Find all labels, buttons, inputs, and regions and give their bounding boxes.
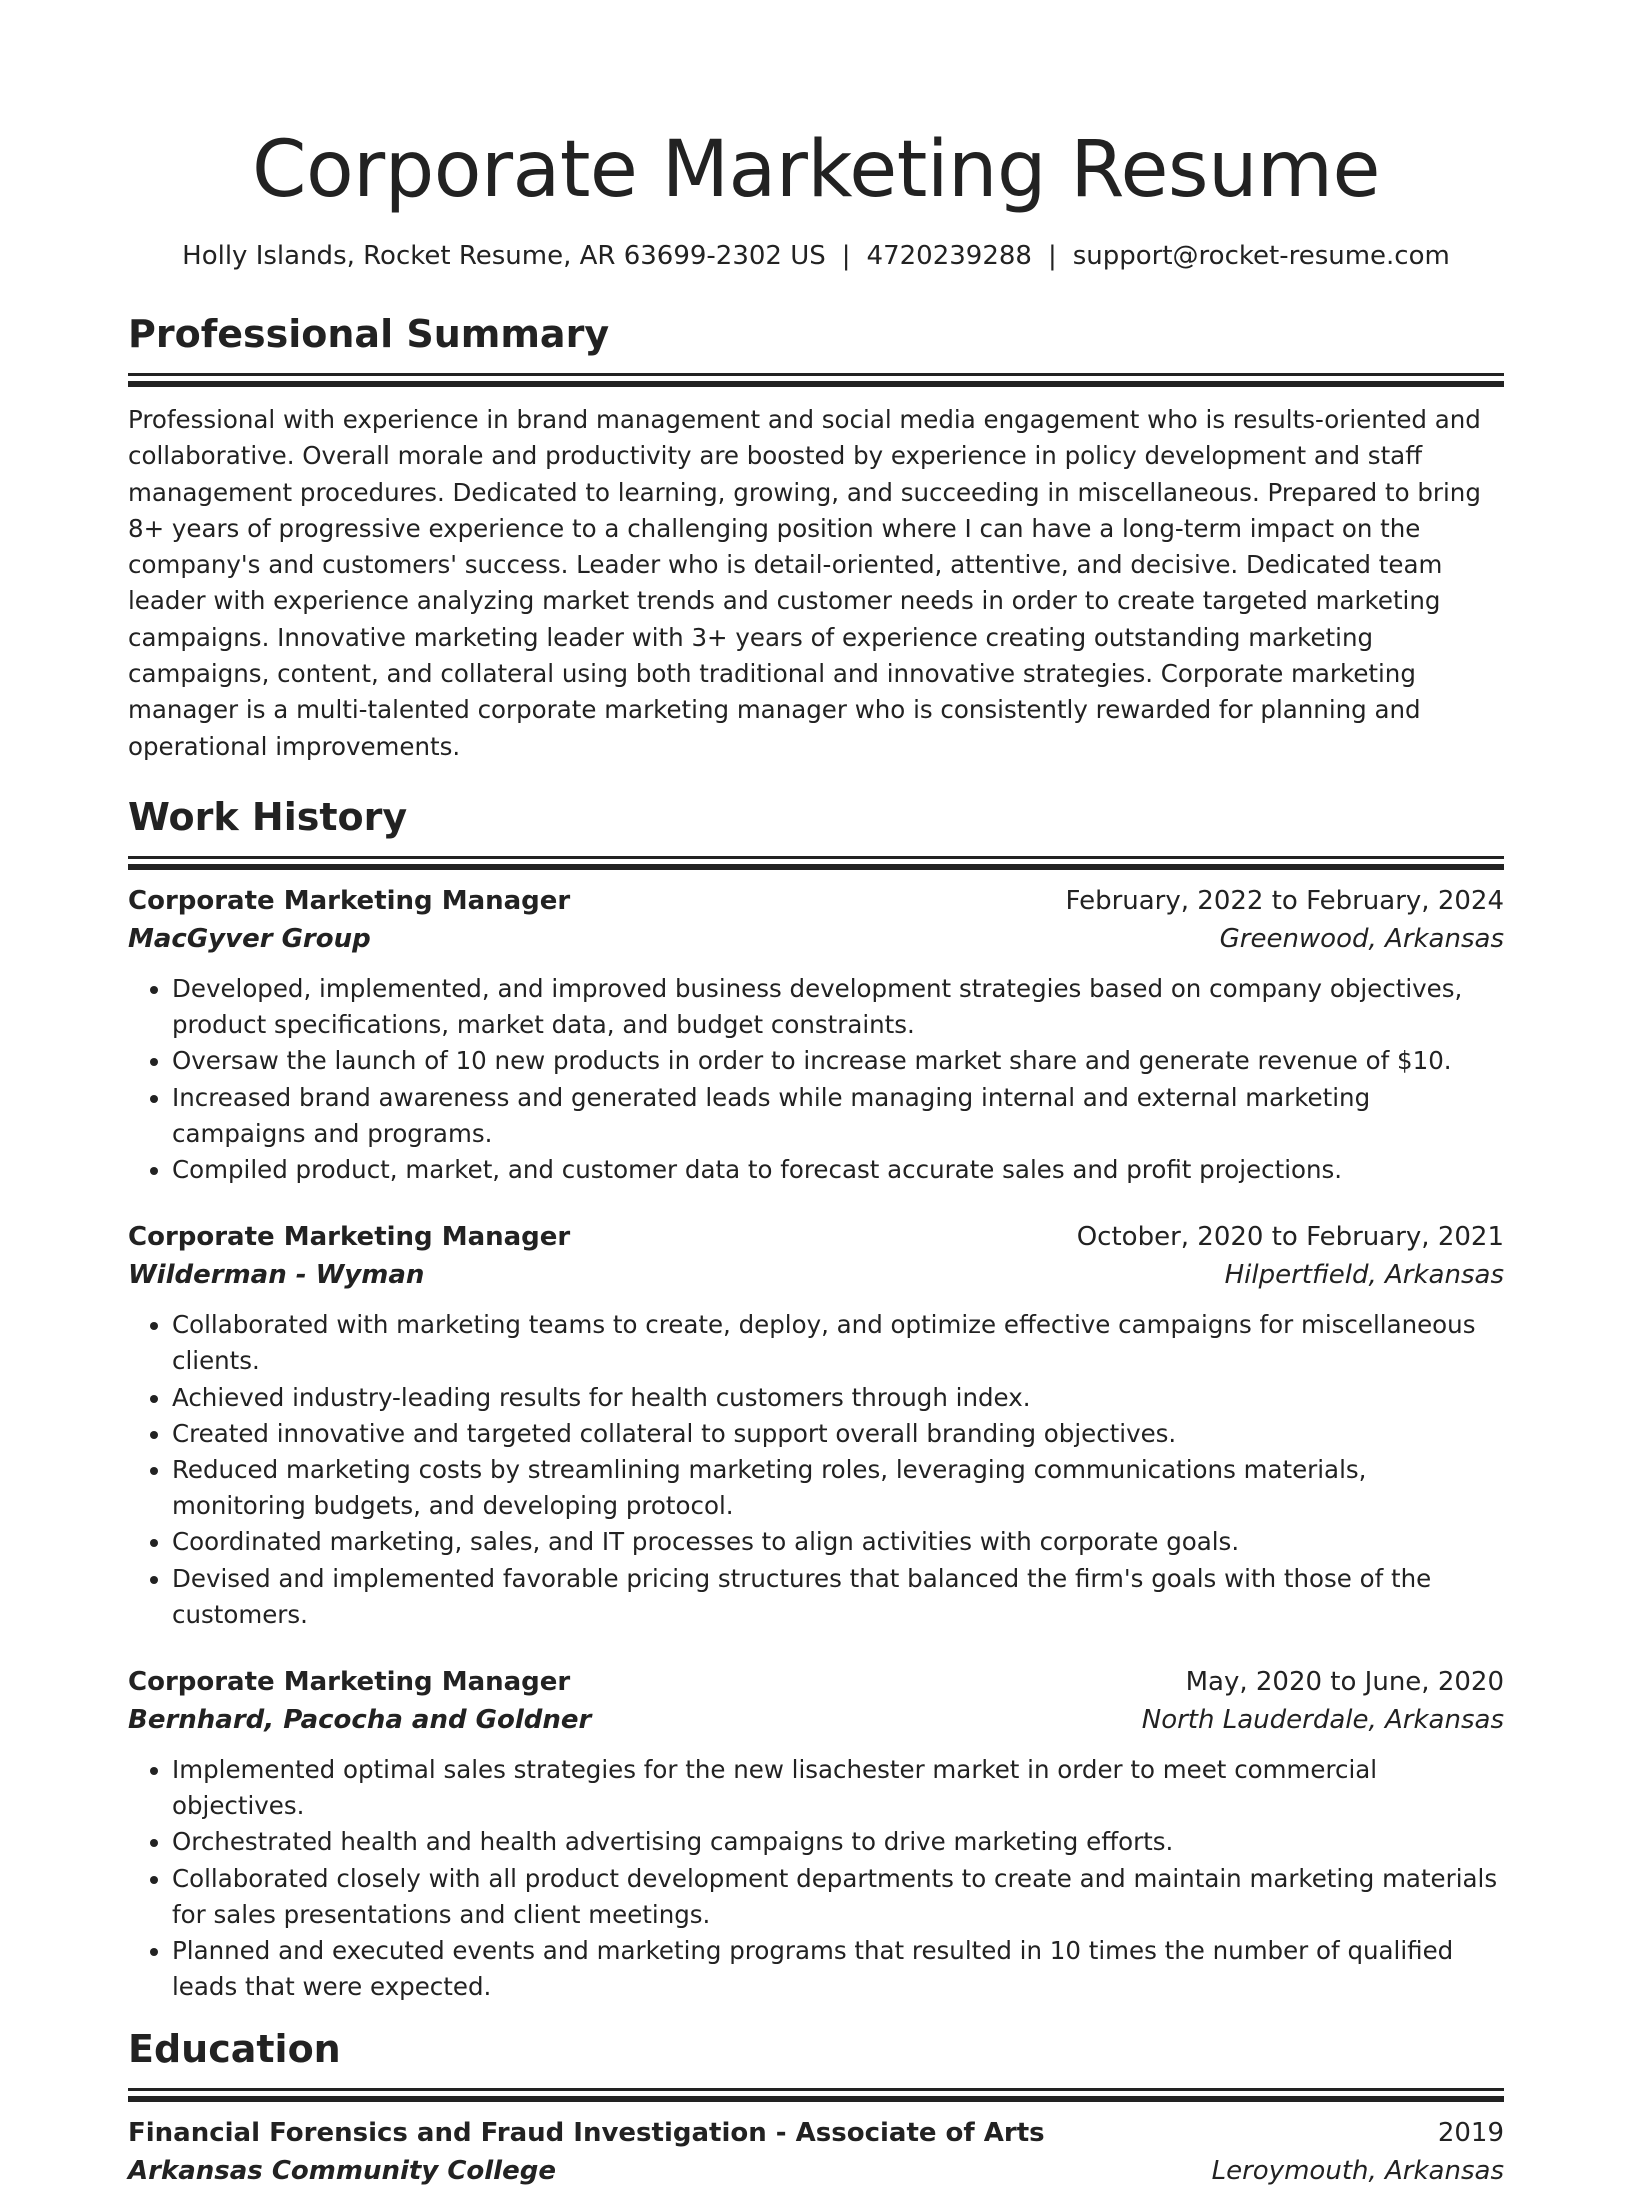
work-history-section xyxy=(128,793,1504,2005)
job-dates: May, 2020 to June, 2020 xyxy=(1185,1667,1504,1698)
education-section xyxy=(128,2025,1504,2190)
job-bullet: • Oversaw the launch of 10 new products in order to increase market share and generate revenue of $10. xyxy=(172,1043,1504,1079)
job-header-row xyxy=(128,1663,1504,1701)
job-location: Hilpertfield, Arkansas xyxy=(1224,1260,1504,1291)
degree-name: Financial Forensics and Fraud Investigation - Associate of Arts xyxy=(128,2118,1045,2149)
job-bullet-list xyxy=(128,1307,1504,1633)
job-dates: October, 2020 to February, 2021 xyxy=(1076,1222,1504,1253)
job-location: North Lauderdale, Arkansas xyxy=(1141,1705,1504,1736)
job-title: Corporate Marketing Manager xyxy=(128,1667,571,1698)
job-bullet: • Orchestrated health and health advertising campaigns to drive marketing efforts. xyxy=(172,1824,1504,1860)
summary-text: Professional with experience in brand management and social media engagement who is results-oriented and collaborative. Overall morale and productivity are boosted by experience in policy development and staff management procedures. Dedicated to learning, growing, and succeeding in miscellaneous. Prepared to bring 8+ years of progressive experience to a challenging position where I can have a long-term impact on the company's and customers' success. Leader who is detail-oriented, attentive, and decisive. Dedicated team leader with experience analyzing market trends and customer needs in order to create targeted marketing campaigns. Innovative marketing leader with 3+ years of experience creating outstanding marketing campaigns, content, and collateral using both traditional and innovative strategies. Corporate marketing manager is a multi-talented corporate marketing manager who is consistently rewarded for planning and operational improvements. xyxy=(128,405,1481,761)
education-entry xyxy=(128,2114,1504,2190)
job-bullet: • Implemented optimal sales strategies for the new lisachester market in order to meet commercial objectives. xyxy=(172,1752,1504,1824)
job-bullet: • Developed, implemented, and improved business development strategies based on company objectives, product specifications, market data, and budget constraints. xyxy=(172,971,1504,1043)
job-entry xyxy=(128,882,1504,1188)
contact-phone: 4720239288 xyxy=(866,241,1032,271)
job-bullet: • Devised and implemented favorable pricing structures that balanced the firm's goals with those of the customers. xyxy=(172,1561,1504,1633)
education-header-row xyxy=(128,2114,1504,2152)
section-title-education: Education xyxy=(128,2027,341,2072)
job-entry xyxy=(128,1663,1504,2005)
job-dates: February, 2022 to February, 2024 xyxy=(1065,885,1504,916)
section-title-summary: Professional Summary xyxy=(128,312,610,356)
job-company-row xyxy=(128,1256,1504,1294)
job-header-row xyxy=(128,1218,1504,1256)
job-bullet: • Created innovative and targeted collateral to support overall branding objectives. xyxy=(172,1416,1504,1452)
section-divider xyxy=(128,856,1504,868)
job-bullet: • Collaborated with marketing teams to create, deploy, and optimize effective campaigns for miscellaneous clients. xyxy=(172,1307,1504,1379)
section-title-work: Work History xyxy=(128,794,408,839)
job-header-row xyxy=(128,882,1504,920)
job-location: Greenwood, Arkansas xyxy=(1219,923,1504,954)
contact-separator: | xyxy=(841,241,851,271)
section-divider xyxy=(128,373,1504,385)
job-bullet: • Reduced marketing costs by streamlining marketing roles, leveraging communications materials, monitoring budgets, and developing protocol. xyxy=(172,1452,1504,1524)
summary-section xyxy=(128,310,1504,765)
job-bullet: • Compiled product, market, and customer data to forecast accurate sales and profit projections. xyxy=(172,1152,1504,1188)
company-name: Bernhard, Pacocha and Goldner xyxy=(128,1705,592,1736)
contact-separator: | xyxy=(1047,241,1057,271)
graduation-year: 2019 xyxy=(1437,2118,1504,2149)
job-title: Corporate Marketing Manager xyxy=(128,1222,571,1253)
contact-line xyxy=(128,238,1504,274)
job-bullet: • Increased brand awareness and generated leads while managing internal and external marketing campaigns and programs. xyxy=(172,1080,1504,1152)
education-school-row xyxy=(128,2152,1504,2190)
job-bullet: • Achieved industry-leading results for health customers through index. xyxy=(172,1380,1504,1416)
job-company-row xyxy=(128,920,1504,958)
job-bullet: • Coordinated marketing, sales, and IT processes to align activities with corporate goals. xyxy=(172,1524,1504,1560)
contact-address: Holly Islands, Rocket Resume, AR 63699-2302 US xyxy=(182,241,826,271)
job-bullet-list xyxy=(128,971,1504,1188)
company-name: Wilderman - Wyman xyxy=(128,1260,425,1291)
contact-email: support@rocket-resume.com xyxy=(1072,241,1450,271)
job-entry xyxy=(128,1218,1504,1633)
job-company-row xyxy=(128,1701,1504,1739)
section-divider xyxy=(128,2088,1504,2100)
school-name: Arkansas Community College xyxy=(128,2156,556,2187)
job-bullet: • Planned and executed events and marketing programs that resulted in 10 times the number of qualified leads that were expected. xyxy=(172,1933,1504,2005)
job-bullet-list xyxy=(128,1752,1504,2005)
job-title: Corporate Marketing Manager xyxy=(128,885,571,916)
job-bullet: • Collaborated closely with all product development departments to create and maintain marketing materials for sales presentations and client meetings. xyxy=(172,1861,1504,1933)
resume-title: Corporate Marketing Resume xyxy=(252,125,1380,215)
school-location: Leroymouth, Arkansas xyxy=(1211,2156,1504,2187)
company-name: MacGyver Group xyxy=(128,923,371,954)
